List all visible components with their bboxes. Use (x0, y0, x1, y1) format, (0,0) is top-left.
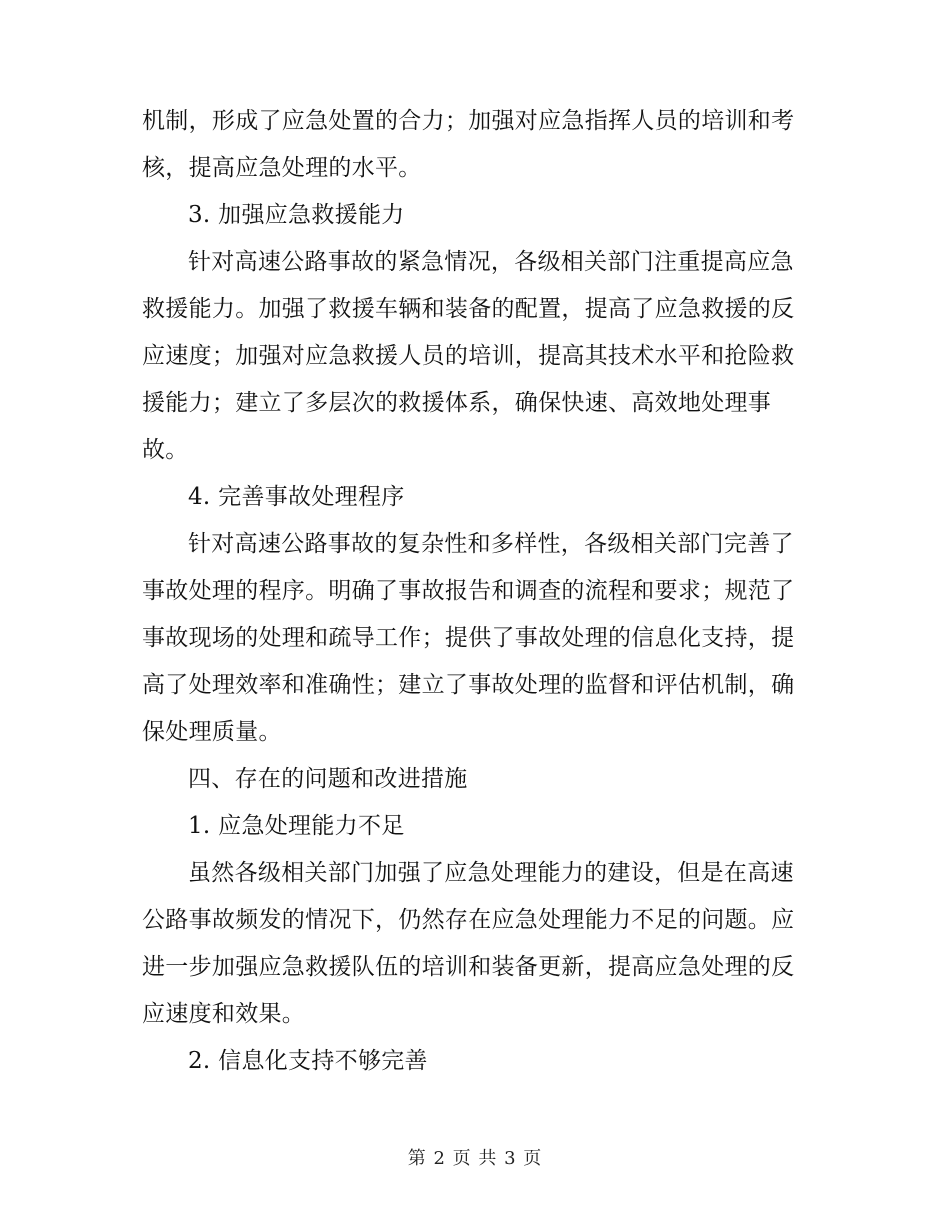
section-heading: 3. 加强应急救援能力 (188, 202, 405, 228)
text-line: 进一步加强应急救援队伍的培训和装备更新，提高应急处理的反 (142, 954, 795, 980)
text-line: 针对高速公路事故的复杂性和多样性，各级相关部门完善了 (188, 531, 794, 557)
document-body (142, 98, 802, 1085)
text-line: 援能力；建立了多层次的救援体系，确保快速、高效地处理事 (142, 390, 772, 416)
text-line: 针对高速公路事故的紧急情况，各级相关部门注重提高应急 (188, 249, 794, 275)
text-line: 事故处理的程序。明确了事故报告和调查的流程和要求；规范了 (142, 578, 795, 604)
section-heading: 4. 完善事故处理程序 (188, 484, 405, 510)
text-line: 应速度；加强对应急救援人员的培训，提高其技术水平和抢险救 (142, 343, 795, 369)
text-line: 虽然各级相关部门加强了应急处理能力的建设，但是在高速 (188, 860, 794, 886)
section-heading: 1. 应急处理能力不足 (188, 813, 405, 839)
text-line: 故。 (142, 437, 189, 463)
text-line: 高了处理效率和准确性；建立了事故处理的监督和评估机制，确 (142, 672, 795, 698)
text-line: 事故现场的处理和疏导工作；提供了事故处理的信息化支持，提 (142, 625, 795, 651)
text-line: 核，提高应急处理的水平。 (142, 155, 422, 181)
page-footer: 第 2 页 共 3 页 (407, 1148, 543, 1169)
text-line: 保处理质量。 (142, 719, 282, 745)
text-line: 机制，形成了应急处置的合力；加强对应急指挥人员的培训和考 (142, 108, 795, 134)
text-line: 救援能力。加强了救援车辆和装备的配置，提高了应急救援的反 (142, 296, 795, 322)
chapter-heading: 四、存在的问题和改进措施 (188, 766, 468, 792)
section-heading: 2. 信息化支持不够完善 (188, 1048, 428, 1074)
text-line: 公路事故频发的情况下，仍然存在应急处理能力不足的问题。应 (142, 907, 795, 933)
text-line: 应速度和效果。 (142, 1001, 306, 1027)
